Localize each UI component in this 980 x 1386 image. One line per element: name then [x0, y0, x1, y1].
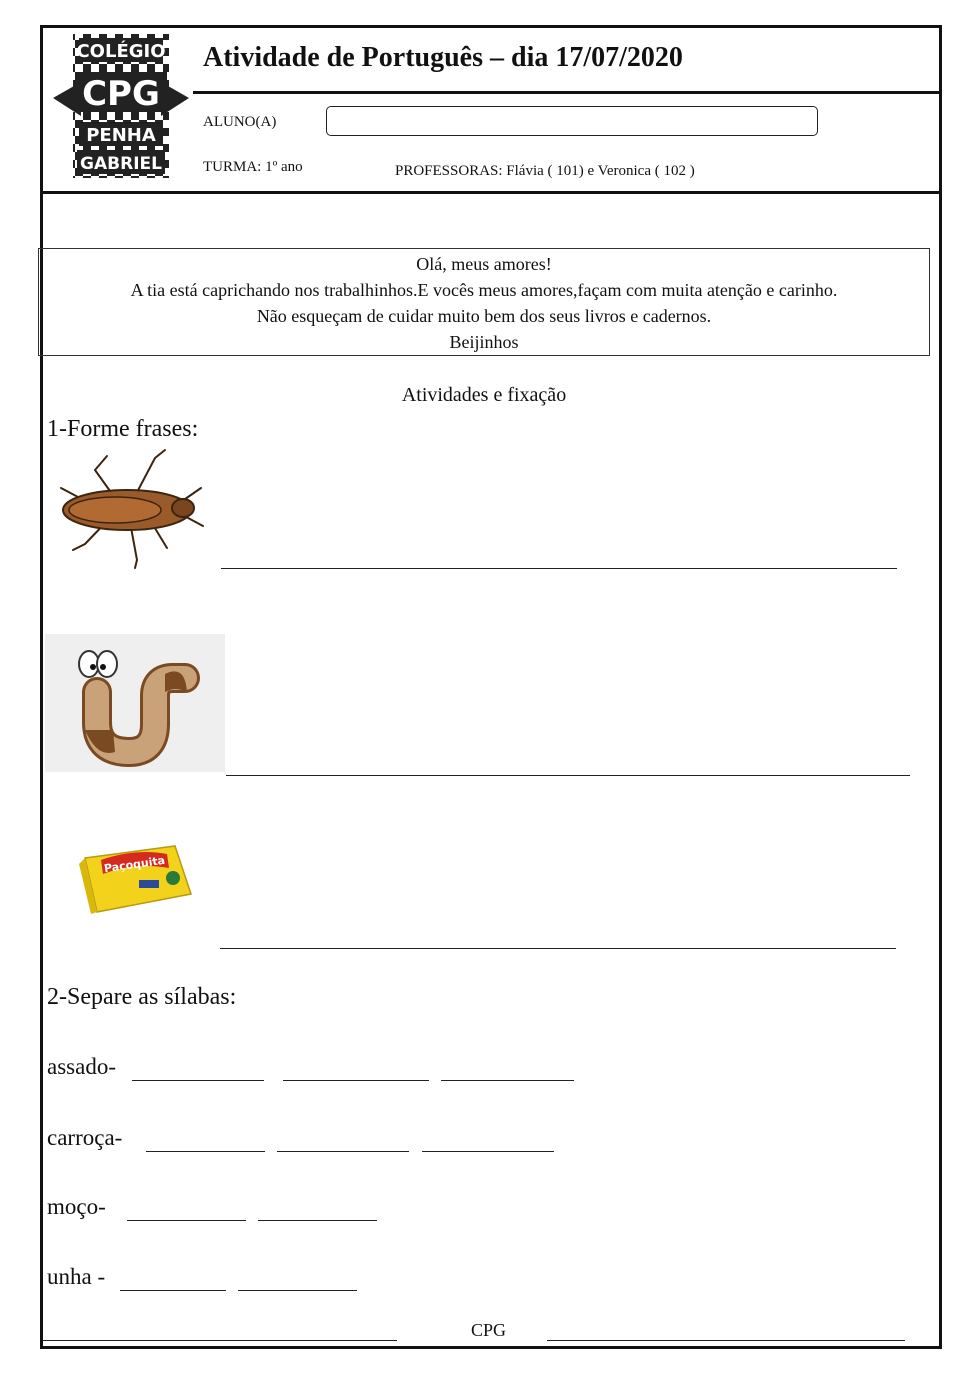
greeting-message — [38, 248, 930, 356]
syllable-blank[interactable] — [277, 1151, 409, 1152]
syllable-blank[interactable] — [422, 1151, 554, 1152]
class-label: TURMA: 1º ano — [203, 159, 303, 175]
header-divider — [193, 91, 939, 94]
syllable-blank[interactable] — [120, 1290, 226, 1291]
logo-line-3: PENHA — [86, 125, 156, 146]
footer-line-right — [547, 1340, 905, 1341]
logo-line-2: CPG — [82, 74, 160, 114]
answer-line[interactable] — [221, 568, 897, 569]
message-line: Olá, meus amores! — [416, 254, 552, 274]
logo-line-1: COLÉGIO — [76, 41, 166, 62]
message-line: Não esqueçam de cuidar muito bem dos seus livros e cadernos. — [256, 306, 712, 326]
syllable-blank[interactable] — [441, 1080, 574, 1081]
word-assado: assado- — [47, 1054, 116, 1079]
footer-line-left — [43, 1340, 397, 1341]
page-title: Atividade de Português – dia 17/07/2020 — [203, 42, 683, 73]
pacoquita-image — [75, 838, 195, 918]
school-logo — [51, 32, 191, 180]
word-carroca: carroça- — [47, 1125, 123, 1150]
footer-text: CPG — [471, 1320, 507, 1340]
logo-line-4: GABRIEL — [80, 154, 162, 174]
section-title: Atividades e fixação — [401, 384, 567, 406]
student-label: ALUNO(A) — [203, 114, 277, 130]
syllable-blank[interactable] — [127, 1220, 246, 1221]
syllable-blank[interactable] — [132, 1080, 264, 1081]
teachers-label: PROFESSORAS: Flávia ( 101) e Veronica ( 102 ) — [395, 163, 695, 179]
package-brand-text: Paçoquita — [103, 853, 166, 876]
syllable-blank[interactable] — [258, 1220, 377, 1221]
syllable-blank[interactable] — [283, 1080, 429, 1081]
word-moco: moço- — [47, 1194, 106, 1219]
answer-line[interactable] — [226, 775, 910, 776]
syllable-blank[interactable] — [238, 1290, 357, 1291]
word-unha: unha - — [47, 1264, 106, 1289]
message-line: Beijinhos — [449, 332, 519, 352]
cockroach-image — [55, 448, 210, 570]
answer-line[interactable] — [220, 948, 896, 949]
student-name-field[interactable] — [326, 106, 818, 136]
exercise-2-title: 2-Separe as sílabas: — [47, 984, 237, 1010]
header-bottom-line — [43, 191, 939, 194]
exercise-1-title: 1-Forme frases: — [47, 416, 199, 442]
worm-image — [45, 634, 225, 772]
syllable-blank[interactable] — [146, 1151, 265, 1152]
message-line: A tia está caprichando nos trabalhinhos.E vocês meus amores,façam com muita atenção e carinho. — [130, 280, 838, 300]
